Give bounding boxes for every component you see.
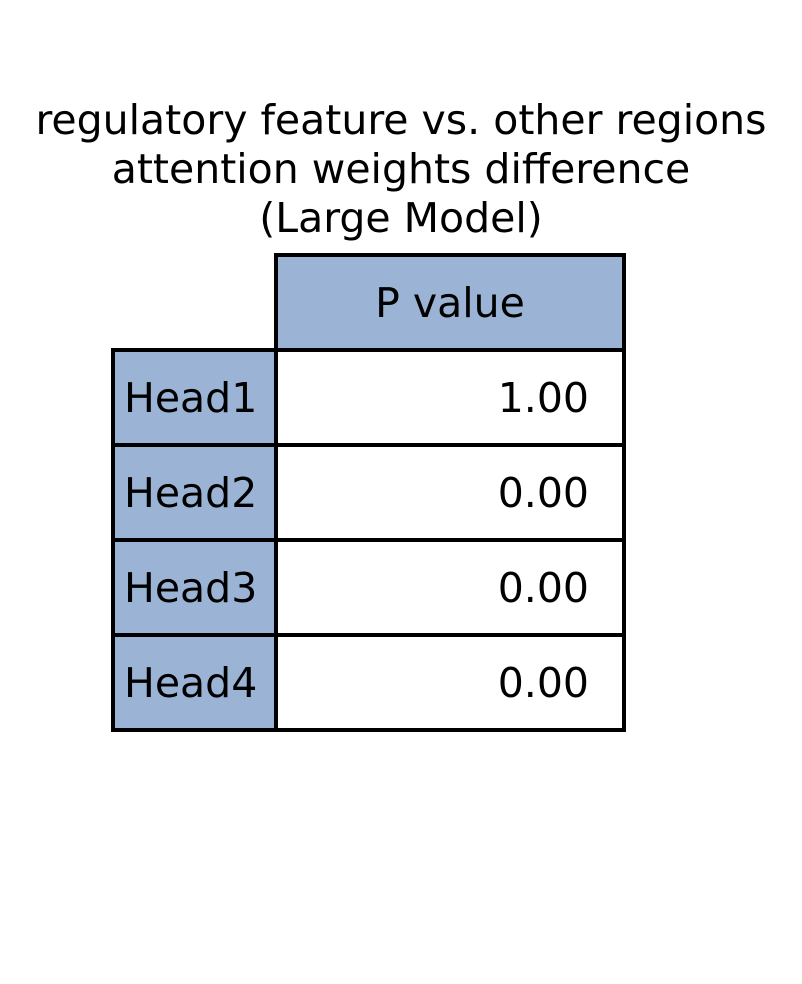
chart-title-line-3: (Large Model) [259, 194, 543, 242]
row-label-head3: Head3 [111, 538, 278, 637]
chart-title-line-2: attention weights difference [111, 145, 691, 193]
table-cell-value-head4: 0.00 [274, 633, 626, 732]
column-header-p-value: P value [274, 253, 626, 352]
row-label-head2: Head2 [111, 443, 278, 542]
chart-title-line-1: regulatory feature vs. other regions [35, 96, 767, 144]
row-label-head4: Head4 [111, 633, 278, 732]
table-cell-value-head2: 0.00 [274, 443, 626, 542]
table-cell-value-head1: 1.00 [274, 348, 626, 447]
row-label-head1: Head1 [111, 348, 278, 447]
table-cell-value-head3: 0.00 [274, 538, 626, 637]
